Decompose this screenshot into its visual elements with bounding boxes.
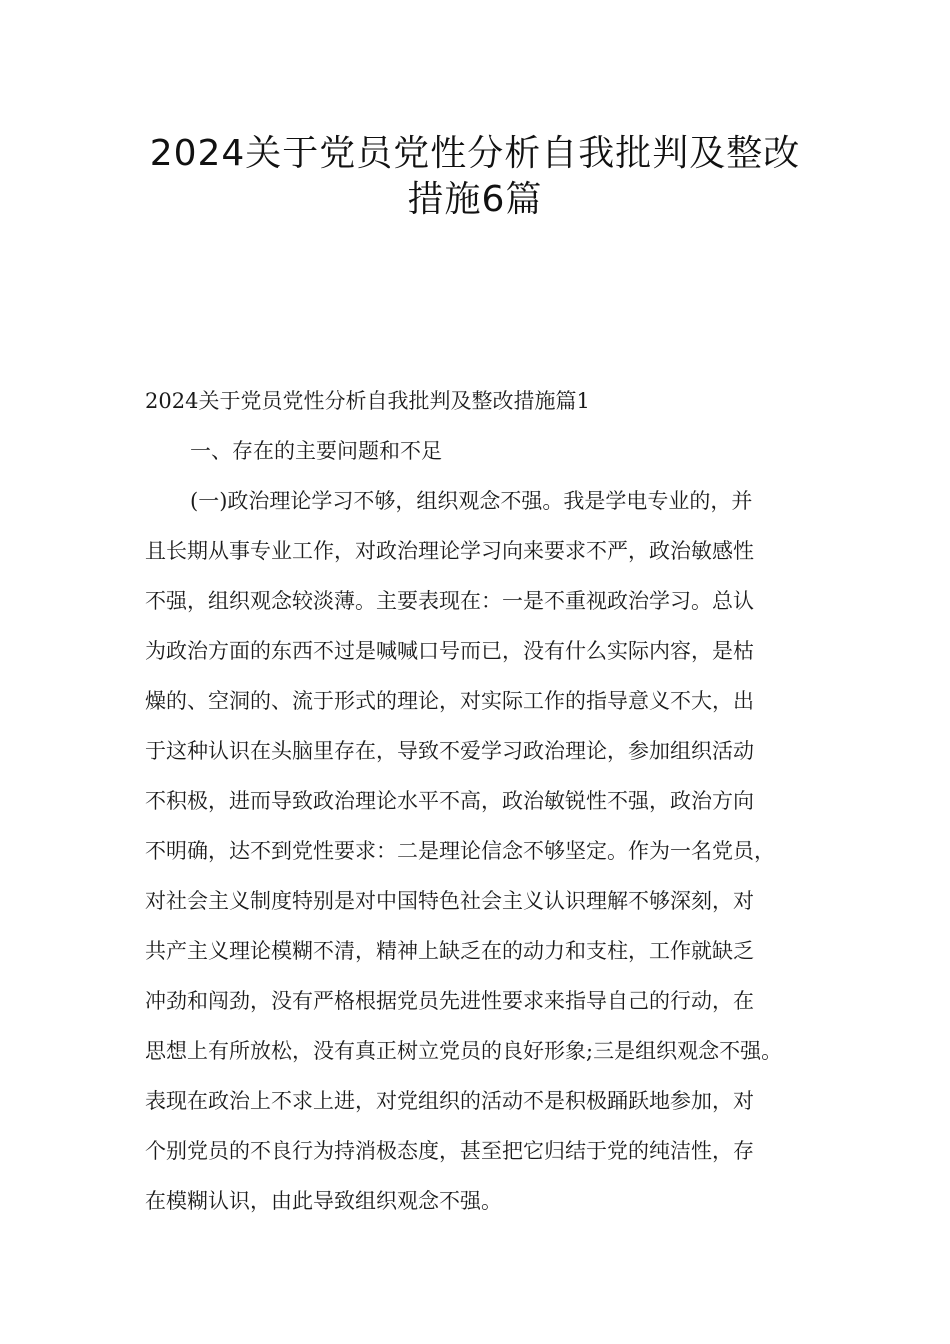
- subheading: 一、存在的主要问题和不足: [190, 439, 442, 463]
- paragraph-line: 表现在政治上不求上进，对党组织的活动不是积极踊跃地参加，对: [145, 1089, 754, 1113]
- paragraph-line: 对社会主义制度特别是对中国特色社会主义认识理解不够深刻，对: [145, 889, 754, 913]
- paragraph-line: 不积极，进而导致政治理论水平不高，政治敏锐性不强，政治方向: [145, 789, 754, 813]
- paragraph-line: 思想上有所放松，没有真正树立党员的良好形象;三是组织观念不强。: [145, 1039, 783, 1063]
- paragraph-line: 不明确，达不到党性要求：二是理论信念不够坚定。作为一名党员，: [145, 839, 775, 863]
- document-title-line-2: 措施6篇: [407, 179, 543, 220]
- paragraph-line: 在模糊认识，由此导致组织观念不强。: [145, 1189, 502, 1213]
- paragraph-line: 且长期从事专业工作，对政治理论学习向来要求不严，政治敏感性: [145, 539, 754, 563]
- paragraph-line: 共产主义理论模糊不清，精神上缺乏在的动力和支柱，工作就缺乏: [145, 939, 754, 963]
- paragraph-line: 个别党员的不良行为持消极态度，甚至把它归结于党的纯洁性，存: [145, 1139, 754, 1163]
- paragraph-line: 于这种认识在头脑里存在，导致不爱学习政治理论，参加组织活动: [145, 739, 754, 763]
- paragraph-line: 为政治方面的东西不过是喊喊口号而已，没有什么实际内容，是枯: [145, 639, 754, 663]
- paragraph-line: 燥的、空洞的、流于形式的理论，对实际工作的指导意义不大，出: [145, 689, 754, 713]
- paragraph-line: 冲劲和闯劲，没有严格根据党员先进性要求来指导自己的行动，在: [145, 989, 754, 1013]
- paragraph-line: (一)政治理论学习不够，组织观念不强。我是学电专业的，并: [190, 489, 753, 513]
- document-title-line-1: 2024关于党员党性分析自我批判及整改: [149, 133, 801, 174]
- section-heading: 2024关于党员党性分析自我批判及整改措施篇1: [145, 389, 590, 413]
- paragraph-line: 不强，组织观念较淡薄。主要表现在：一是不重视政治学习。总认: [145, 589, 754, 613]
